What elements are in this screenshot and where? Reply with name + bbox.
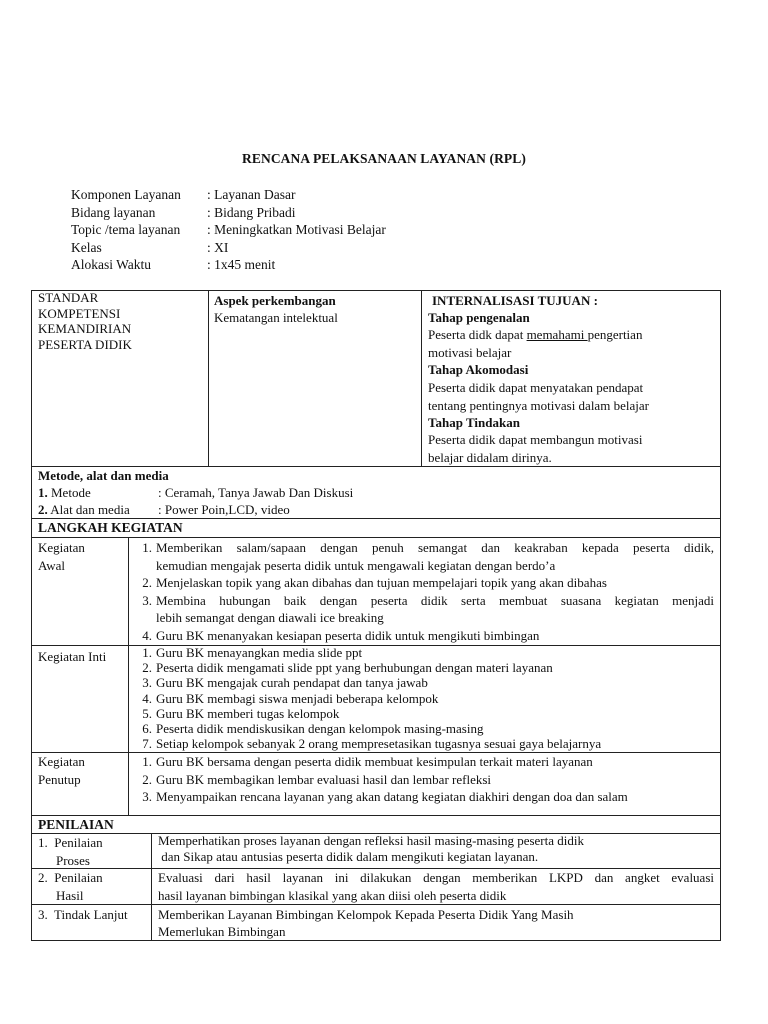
penilaian-num: 1. [38, 835, 48, 850]
tindakan-line: belajar didalam dirinya. [428, 450, 552, 465]
list-item [136, 627, 714, 645]
penilaian-desc [158, 906, 574, 940]
penilaian-label [38, 834, 103, 870]
akomodasi-line: Peserta didik dapat menyatakan pendapat [428, 380, 644, 395]
list-num: 3. [142, 789, 152, 804]
list-item [136, 736, 714, 751]
penutup-list [136, 753, 714, 806]
penilaian-num: 3. [38, 907, 48, 922]
meta-value: : XI [207, 239, 229, 255]
penilaian-desc-line: Memperhatikan proses layanan dengan refleksi hasil masing-masing peserta didik [158, 833, 584, 848]
pengenalan-text: pengertian [587, 327, 643, 342]
penilaian-desc-line: Memerlukan Bimbingan [158, 924, 286, 939]
meta-value: : Bidang Pribadi [207, 204, 296, 220]
list-item [136, 721, 714, 736]
list-item [136, 788, 714, 806]
metode-item [38, 501, 130, 518]
pengenalan-heading: Tahap pengenalan [428, 310, 530, 325]
penilaian-desc [158, 833, 584, 864]
standar-label [38, 290, 132, 352]
metode-label: Metode [51, 485, 91, 500]
metode-num: 2. [38, 502, 48, 517]
meta-info [71, 186, 386, 274]
list-item [136, 691, 714, 706]
penilaian-label-line: Penilaian [54, 870, 103, 885]
awal-label-line: Kegiatan [38, 540, 85, 555]
tujuan-heading: INTERNALISASI TUJUAN : [432, 293, 598, 308]
list-num: 1. [142, 645, 152, 660]
standar-line: KEMANDIRIAN [38, 321, 132, 336]
metode-value: : Power Poin,LCD, video [158, 502, 290, 517]
list-num: 5. [142, 705, 152, 721]
penutup-label-line: Kegiatan [38, 754, 85, 769]
inti-list [136, 645, 714, 751]
list-text-line: Memberikan salam/sapaan dengan penuh semangat dan keakraban kepada peserta didik, [156, 540, 714, 555]
awal-list [136, 539, 714, 644]
list-text: Guru BK menayangkan media slide ppt [156, 645, 363, 660]
list-item [136, 592, 714, 627]
penilaian-desc [158, 869, 714, 905]
penutup-label-line: Penutup [38, 772, 81, 787]
meta-key: Bidang layanan [71, 204, 156, 220]
list-num: 2. [142, 771, 152, 787]
list-item [136, 660, 714, 675]
aspek-value: Kematangan intelektual [214, 310, 338, 325]
list-num: 2. [142, 575, 152, 590]
list-num: 1. [142, 754, 152, 769]
penilaian-desc-line: hasil layanan bimbingan klasikal yang akan diisi oleh peserta didik [158, 888, 507, 903]
list-text: Menyampaikan rencana layanan yang akan datang kegiatan diakhiri dengan doa dan salam [156, 789, 628, 804]
meta-row [71, 221, 386, 239]
metode-num: 1. [38, 485, 48, 500]
list-num: 6. [142, 721, 152, 737]
penilaian-label-line: Proses [56, 853, 90, 868]
list-text: Peserta didik mendiskusikan dengan kelompok masing-masing [156, 721, 484, 737]
list-num: 4. [142, 690, 152, 706]
list-num: 2. [142, 660, 152, 676]
list-text [156, 539, 714, 574]
list-num: 4. [142, 627, 152, 643]
list-item [136, 706, 714, 721]
list-text: Guru BK membagi siswa menjadi beberapa kelompok [156, 690, 439, 706]
list-num: 3. [142, 675, 152, 691]
meta-key: Kelas [71, 239, 102, 255]
penilaian-num: 2. [38, 870, 48, 885]
list-num: 1. [142, 540, 152, 555]
pengenalan-line [428, 326, 642, 343]
list-item [136, 675, 714, 690]
divider [31, 904, 721, 905]
list-text-line: lebih semangat dengan diawali ice breaking [156, 610, 384, 625]
pengenalan-line: motivasi belajar [428, 345, 512, 360]
metode-value: : Ceramah, Tanya Jawab Dan Diskusi [158, 485, 354, 500]
meta-value: : Layanan Dasar [207, 187, 296, 202]
meta-row [71, 239, 386, 257]
metode-heading: Metode, alat dan media [38, 468, 169, 483]
pengenalan-underlined: memahami [526, 327, 588, 342]
inti-label: Kegiatan Inti [38, 649, 107, 664]
list-text: Setiap kelompok sebanyak 2 orang mempresetasikan tugasnya sesuai gaya belajarnya [156, 736, 602, 752]
penilaian-desc-line: Evaluasi dari hasil layanan ini dilakukan dengan memberikan LKPD dan angket evaluasi [158, 870, 714, 885]
meta-row [71, 204, 386, 222]
list-item [136, 645, 714, 660]
document-title: RENCANA PELAKSANAAN LAYANAN (RPL) [242, 151, 526, 166]
meta-row [71, 256, 386, 274]
penutup-label [38, 753, 85, 789]
list-text: Guru BK bersama dengan peserta didik membuat kesimpulan terkait materi layanan [156, 754, 593, 769]
list-text: Guru BK menanyakan kesiapan peserta didik untuk mengikuti bimbingan [156, 627, 540, 643]
divider [151, 833, 152, 941]
list-text-line: kemudian mengajak peserta didik untuk mengawali kegiatan dengan berdo’a [156, 557, 556, 573]
metode-label: Alat dan media [50, 502, 130, 517]
penilaian-desc-line: dan Sikap atau antusias peserta didik dalam mengikuti kegiatan layanan. [158, 848, 539, 864]
list-text: Guru BK memberi tugas kelompok [156, 705, 340, 721]
aspek-heading: Aspek perkembangan [214, 293, 336, 308]
list-text: Guru BK membagikan lembar evaluasi hasil dan lembar refleksi [156, 771, 492, 787]
list-item [136, 771, 714, 789]
divider [421, 290, 422, 466]
standar-line: KOMPETENSI [38, 305, 121, 321]
divider [208, 290, 209, 466]
akomodasi-line: tentang pentingnya motivasi dalam belajar [428, 398, 649, 413]
penilaian-label-line: Penilaian [54, 835, 103, 850]
langkah-heading: LANGKAH KEGIATAN [38, 520, 183, 535]
penilaian-heading: PENILAIAN [38, 817, 114, 832]
tindakan-line: Peserta didik dapat membangun motivasi [428, 432, 643, 447]
meta-value: : 1x45 menit [207, 257, 276, 272]
penilaian-label [38, 869, 103, 905]
divider [128, 537, 129, 816]
metode-item [38, 484, 91, 501]
meta-row [71, 186, 386, 204]
meta-key: Alokasi Waktu [71, 257, 152, 272]
list-text [156, 592, 714, 627]
meta-value: : Meningkatkan Motivasi Belajar [207, 222, 386, 237]
akomodasi-heading: Tahap Akomodasi [428, 362, 529, 377]
penilaian-label-line: Tindak Lanjut [54, 907, 128, 922]
meta-key: Topic /tema layanan [71, 222, 181, 237]
list-item [136, 539, 714, 574]
tindakan-heading: Tahap Tindakan [428, 415, 520, 430]
list-text-line: Membina hubungan baik dengan peserta didik serta membuat suasana kegiatan menjadi [156, 592, 714, 608]
list-num: 3. [142, 592, 152, 608]
list-item [136, 574, 714, 592]
list-num: 7. [142, 736, 152, 752]
awal-label-line: Awal [38, 558, 65, 573]
standar-line: PESERTA DIDIK [38, 336, 132, 352]
divider [31, 815, 721, 816]
list-text: Guru BK mengajak curah pendapat dan tanya jawab [156, 675, 428, 691]
divider [31, 537, 721, 538]
penilaian-label [38, 906, 128, 923]
meta-key: Komponen Layanan [71, 187, 181, 202]
awal-label [38, 539, 85, 575]
list-item [136, 753, 714, 771]
list-text: Peserta didik mengamati slide ppt yang berhubungan dengan materi layanan [156, 660, 553, 676]
penilaian-desc-line: Memberikan Layanan Bimbingan Kelompok Kepada Peserta Didik Yang Masih [158, 907, 574, 922]
penilaian-label-line: Hasil [56, 888, 84, 903]
standar-line: STANDAR [38, 290, 99, 305]
pengenalan-text: Peserta didk dapat [428, 327, 527, 342]
list-text: Menjelaskan topik yang akan dibahas dan tujuan mempelajari topik yang akan dibahas [156, 575, 607, 590]
